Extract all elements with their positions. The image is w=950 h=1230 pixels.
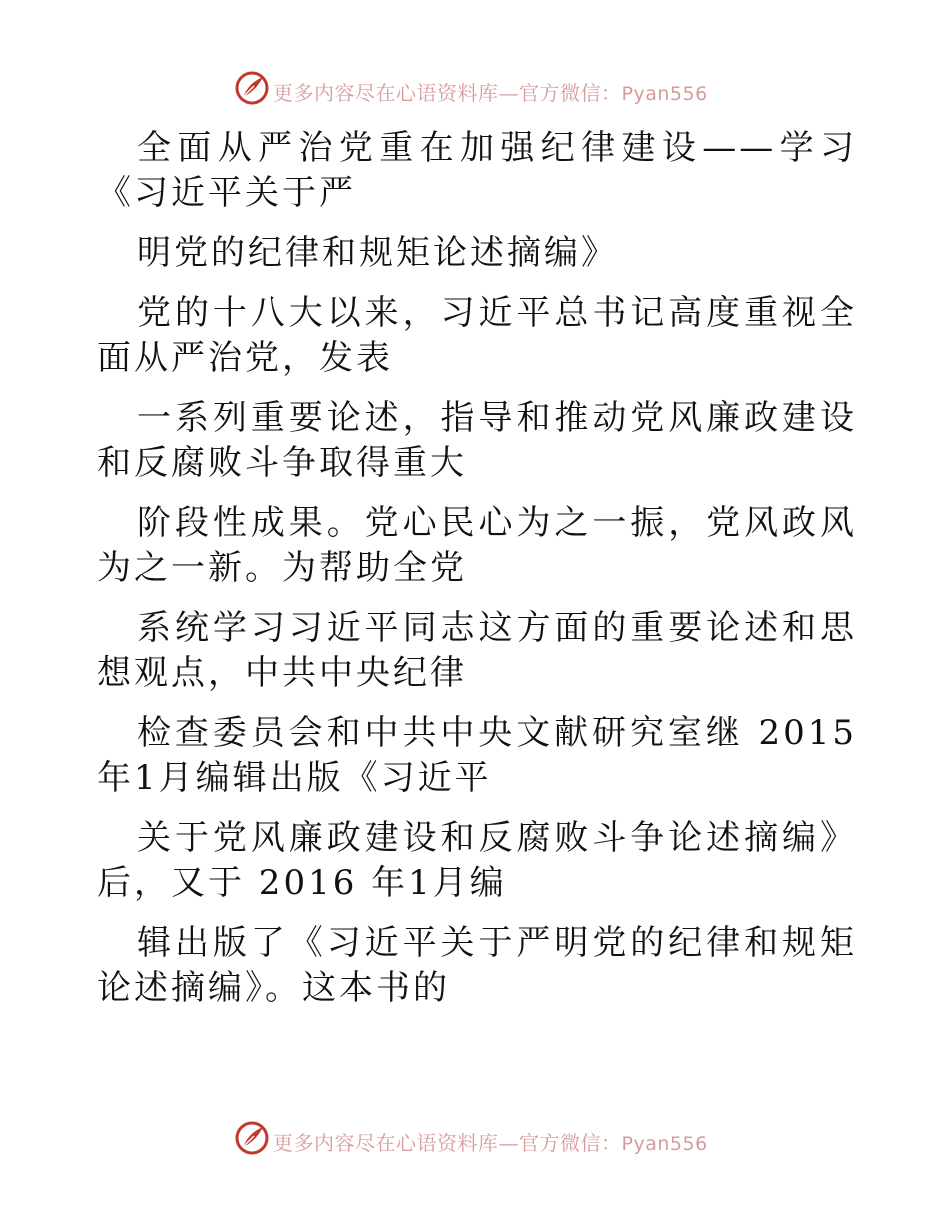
header-watermark	[0, 70, 950, 110]
paragraph: 全面从严治党重在加强纪律建设——学习《习近平关于严	[97, 128, 857, 213]
feather-pen-icon	[234, 70, 270, 106]
paragraph: 系统学习习近平同志这方面的重要论述和思想观点，中共中央纪律	[97, 608, 857, 693]
watermark-text: 更多内容尽在心语资料库—官方微信：Pyan556	[273, 1131, 708, 1155]
paragraph: 辑出版了《习近平关于严明党的纪律和规矩论述摘编》。这本书的	[97, 923, 857, 1008]
paragraph: 一系列重要论述，指导和推动党风廉政建设和反腐败斗争取得重大	[97, 398, 857, 483]
article-body	[97, 126, 857, 1011]
watermark-text: 更多内容尽在心语资料库—官方微信：Pyan556	[273, 81, 708, 105]
paragraph: 明党的纪律和规矩论述摘编》	[137, 233, 618, 273]
footer-watermark	[0, 1120, 950, 1160]
paragraph: 党的十八大以来，习近平总书记高度重视全面从严治党，发表	[97, 293, 857, 378]
paragraph: 阶段性成果。党心民心为之一振，党风政风为之一新。为帮助全党	[97, 503, 857, 588]
paragraph: 关于党风廉政建设和反腐败斗争论述摘编》后，又于 2016 年1月编	[97, 818, 857, 903]
feather-pen-icon	[234, 1120, 270, 1156]
paragraph: 检查委员会和中共中央文献研究室继 2015 年1月编辑出版《习近平	[97, 713, 857, 798]
